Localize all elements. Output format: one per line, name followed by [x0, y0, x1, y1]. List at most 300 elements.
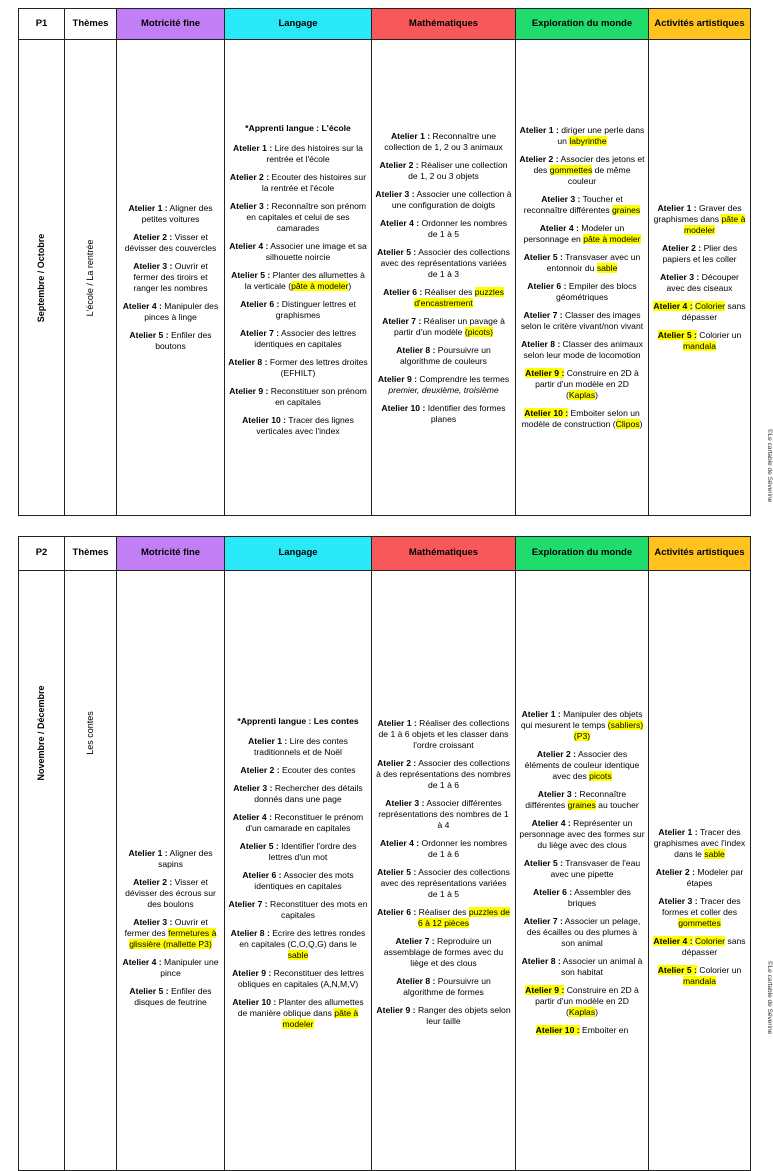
atelier-text: Plier des papiers et les coller [662, 243, 737, 264]
atelier-number: Atelier 5 : [129, 330, 169, 340]
atelier-item [519, 956, 645, 978]
atelier-text: Emboiter selon un modèle de construction ( [521, 408, 640, 429]
atelier-item [120, 877, 221, 910]
atelier-number: Atelier 6 : [527, 281, 567, 291]
atelier-text: Associer des lettres identiques en capitales [254, 327, 357, 349]
atelier-item [652, 272, 747, 294]
atelier-item [519, 985, 645, 1018]
atelier-item [652, 243, 747, 265]
apprenti-langue-title: *Apprenti langue : Les contes [237, 715, 359, 726]
atelier-number: Atelier 1 : [377, 717, 417, 728]
maths-cell [372, 571, 516, 1171]
atelier-text: Construire en 2D à partir d'un modèle en 2D ( [535, 984, 639, 1017]
copyright-notice-p2: ©Le cartable de Séverine [765, 960, 773, 1035]
atelier-emphasis: premier, deuxième, troisième [388, 384, 499, 395]
period-label: P1 [19, 9, 65, 40]
atelier-text: Rechercher des détails donnés dans une page [254, 782, 363, 804]
atelier-item [228, 143, 368, 165]
atelier-item [519, 310, 645, 332]
planning-table-p2 [18, 536, 751, 1171]
atelier-item [228, 201, 368, 234]
atelier-text: Reconstituer des mots en capitales [270, 898, 368, 920]
atelier-item [519, 789, 645, 811]
atelier-item [375, 867, 512, 900]
motricite-cell [117, 571, 225, 1171]
theme-cell [65, 571, 117, 1171]
atelier-text: Lire des histoires sur la rentrée et l'école [266, 142, 363, 164]
atelier-text: Emboiter en [582, 1024, 629, 1035]
atelier-item [228, 899, 368, 921]
period-label: P2 [19, 537, 65, 571]
atelier-number: Atelier 2 : [536, 748, 577, 759]
highlighted-material: fermetures à glissière (mallette P3) [129, 927, 217, 949]
atelier-number: Atelier 8 : [521, 955, 561, 966]
atelier-item [519, 749, 645, 782]
highlighted-material: gommettes [678, 917, 721, 928]
atelier-item [228, 968, 368, 990]
atelier-text: Reconstituer des lettres obliques en capitales (A,N,M,V) [237, 967, 364, 989]
atelier-item [375, 160, 512, 182]
atelier-number: Atelier 8 : [396, 975, 436, 986]
atelier-number: Atelier 6 : [383, 286, 423, 297]
atelier-number: Atelier 3 : [375, 188, 415, 199]
atelier-item [375, 287, 512, 309]
atelier-number: Atelier 10 : [535, 1024, 580, 1035]
atelier-number: Atelier 8 : [230, 927, 270, 938]
highlighted-material: Kaplas [568, 390, 596, 400]
atelier-item [228, 812, 368, 834]
atelier-item [652, 936, 747, 958]
atelier-text: Réaliser des [418, 906, 469, 917]
atelier-text: Ordonner les nombres de 1 à 6 [421, 837, 508, 859]
motricite-header: Motricité fine [117, 537, 225, 571]
atelier-text: Manipuler des pinces à linge [144, 301, 219, 322]
period-name: Septembre / Octobre [35, 233, 46, 322]
atelier-item [519, 1025, 645, 1036]
atelier-text: Toucher et reconnaître différentes [523, 194, 623, 215]
atelier-text: Colorier un [699, 330, 742, 340]
atelier-text-after: ) [639, 419, 643, 429]
exploration-cell [516, 571, 649, 1171]
langage-cell [225, 571, 372, 1171]
atelier-item [228, 241, 368, 263]
atelier-item [519, 252, 645, 274]
atelier-text: Ouvrir et fermer des [124, 916, 208, 938]
highlighted-material: pâte à modeler [291, 280, 349, 291]
highlighted-material: (picots) [464, 326, 494, 337]
atelier-number: Atelier 5 : [523, 857, 564, 868]
header-row [19, 9, 751, 40]
atelier-text: Associer des jetons et des [533, 154, 645, 175]
atelier-text: Associer des collections avec des représentations variées de 1 à 3 [380, 246, 510, 279]
atelier-text-after: au toucher [595, 799, 639, 810]
atelier-number: Atelier 2 : [655, 866, 695, 877]
theme-name: L'école / La rentrée [84, 239, 95, 316]
highlighted-material: puzzles de 6 à 12 pièces [417, 906, 510, 928]
atelier-text: Reconstituer le prénom d'un camarade en capitales [245, 811, 364, 833]
exploration-header: Exploration du monde [516, 537, 649, 571]
atelier-item [519, 194, 645, 216]
header-row [19, 537, 751, 571]
atelier-item [519, 223, 645, 245]
atelier-text: Ordonner les nombres de 1 à 5 [421, 217, 508, 239]
atelier-number: Atelier 4 : [539, 223, 579, 233]
atelier-item [652, 301, 747, 323]
atelier-number: Atelier 4 : [653, 301, 693, 311]
atelier-number: Atelier 2 : [662, 243, 702, 253]
arts-header: Activités artistiques [649, 537, 751, 571]
atelier-number: Atelier 3 : [133, 916, 173, 927]
atelier-item [375, 345, 512, 367]
atelier-item [375, 1005, 512, 1027]
atelier-text: Poursuivre un algorithme de formes [403, 975, 491, 997]
atelier-number: Atelier 4 : [653, 935, 693, 946]
atelier-text: Associer des collections avec des représentations variées de 1 à 5 [380, 866, 510, 899]
motricite-header: Motricité fine [117, 9, 225, 40]
highlighted-material: pâte à modeler [282, 1007, 359, 1029]
atelier-number: Atelier 2 : [133, 876, 173, 887]
atelier-text: Classer des animaux selon leur mode de locomotion [523, 339, 643, 360]
atelier-text: Identifier des formes planes [427, 402, 506, 424]
atelier-item [375, 718, 512, 751]
atelier-number: Atelier 9 : [377, 373, 417, 384]
atelier-text: Distinguer lettres et graphismes [275, 298, 356, 320]
atelier-number: Atelier 1 : [248, 735, 288, 746]
atelier-text: Classer des images selon le critère vivant/non vivant [520, 310, 644, 331]
atelier-item [519, 368, 645, 401]
planning-table-p1 [18, 8, 751, 516]
atelier-text: Aligner des sapins [158, 847, 213, 869]
period-cell [19, 40, 65, 516]
atelier-text: Reconnaître son prénom en capitales et celui de ses camarades [246, 200, 367, 233]
atelier-text: Reconnaître une collection de 1, 2 ou 3 animaux [384, 130, 503, 152]
atelier-text: Associer une collection à une configuration de doigts [391, 188, 512, 210]
atelier-number: Atelier 1 : [658, 826, 698, 837]
atelier-text: Ecouter des contes [281, 764, 356, 775]
atelier-item [652, 330, 747, 352]
atelier-item [519, 916, 645, 949]
highlighted-material: Clipos [615, 419, 640, 429]
atelier-item [120, 203, 221, 225]
atelier-number: Atelier 3 : [133, 261, 173, 271]
atelier-item [375, 838, 512, 860]
atelier-text: Associer une image et sa silhouette noircie [265, 240, 367, 262]
atelier-item [228, 270, 368, 292]
atelier-number: Atelier 8 : [228, 356, 268, 367]
atelier-text: Poursuivre un algorithme de couleurs [400, 344, 491, 366]
atelier-text-after: ) [348, 280, 352, 291]
atelier-number: Atelier 2 : [240, 764, 280, 775]
atelier-item [228, 357, 368, 379]
atelier-text: Associer différentes représentations des nombres de 1 à 4 [378, 797, 509, 830]
atelier-number: Atelier 4 : [229, 240, 269, 251]
maths-header: Mathématiques [372, 9, 516, 40]
atelier-number: Atelier 2 : [377, 757, 417, 768]
highlighted-material: Colorier [694, 935, 726, 946]
atelier-number: Atelier 3 : [233, 782, 273, 793]
atelier-number: Atelier 4 : [122, 956, 162, 967]
atelier-number: Atelier 4 : [122, 301, 162, 311]
highlighted-material: picots [589, 770, 612, 781]
atelier-number: Atelier 3 : [658, 895, 698, 906]
atelier-number: Atelier 2 : [519, 154, 559, 164]
atelier-number: Atelier 1 : [390, 130, 431, 141]
atelier-number: Atelier 1 : [233, 142, 273, 153]
highlighted-material: gommettes [549, 165, 593, 175]
highlighted-material: sable [704, 848, 725, 859]
atelier-item [519, 818, 645, 851]
theme-name: Les contes [84, 710, 95, 755]
atelier-item [652, 203, 747, 236]
atelier-number: Atelier 5 : [523, 252, 563, 262]
atelier-item [120, 232, 221, 254]
atelier-item [120, 330, 221, 352]
themes-header: Thèmes [65, 9, 117, 40]
atelier-number: Atelier 9 : [525, 984, 565, 995]
atelier-text: Construire en 2D à partir d'un modèle en 2D ( [535, 368, 639, 400]
atelier-item [228, 386, 368, 408]
atelier-number: Atelier 9 : [525, 368, 565, 378]
langage-header: Langage [225, 9, 372, 40]
atelier-number: Atelier 8 : [521, 339, 561, 349]
atelier-number: Atelier 6 : [240, 298, 280, 309]
atelier-item [519, 125, 645, 147]
highlighted-material: Colorier [694, 301, 726, 311]
content-row [19, 40, 751, 516]
maths-cell [372, 40, 516, 516]
atelier-number: Atelier 1 : [657, 203, 697, 213]
atelier-text: Planter des allumettes de manière oblique dans [237, 996, 364, 1018]
atelier-number: Atelier 5 : [239, 840, 279, 851]
atelier-number: Atelier 10 : [232, 996, 277, 1007]
atelier-text: Identifier l'ordre des lettres d'un mot [268, 840, 357, 862]
atelier-item [375, 976, 512, 998]
atelier-number: Atelier 6 : [377, 906, 417, 917]
highlighted-material: sable [596, 263, 618, 273]
atelier-text: Enfiler des disques de feutrine [134, 985, 212, 1007]
atelier-item [120, 986, 221, 1008]
atelier-text: Aligner des petites voitures [141, 203, 213, 224]
atelier-number: Atelier 4 : [232, 811, 272, 822]
atelier-text: Ecrire des lettres rondes en capitales (C,O,Q,G) dans le [239, 927, 366, 949]
atelier-item [519, 887, 645, 909]
atelier-item [375, 218, 512, 240]
period-name: Novembre / Décembre [35, 685, 46, 781]
atelier-item [228, 783, 368, 805]
atelier-item [375, 907, 512, 929]
atelier-text: Associer un animal à son habitat [560, 955, 643, 977]
atelier-item [228, 415, 368, 437]
atelier-text: Ecouter des histoires sur la rentrée et l'école [261, 171, 367, 193]
highlighted-material: labyrinthe [569, 136, 607, 146]
atelier-number: Atelier 1 : [128, 847, 168, 858]
atelier-number: Atelier 1 : [521, 708, 561, 719]
atelier-number: Atelier 5 : [657, 964, 697, 975]
atelier-number: Atelier 5 : [377, 866, 417, 877]
atelier-text: Reconstituer son prénom en capitales [270, 385, 367, 407]
arts-header: Activités artistiques [649, 9, 751, 40]
atelier-item [519, 408, 645, 430]
atelier-number: Atelier 1 : [519, 125, 559, 135]
atelier-item [519, 709, 645, 742]
copyright-notice-p1: ©Le cartable de Séverine [765, 428, 773, 503]
atelier-number: Atelier 3 : [541, 194, 581, 204]
highlighted-material: graines [567, 799, 596, 810]
atelier-item [228, 172, 368, 194]
atelier-item [375, 316, 512, 338]
atelier-number: Atelier 1 : [128, 203, 168, 213]
atelier-number: Atelier 6 : [242, 869, 282, 880]
atelier-number: Atelier 10 : [381, 402, 426, 413]
atelier-text: Manipuler une pince [160, 956, 219, 978]
atelier-text: Associer des éléments de couleur identique avec des [524, 748, 640, 781]
atelier-text: Colorier un [699, 964, 742, 975]
highlighted-material: pâte à modeler [583, 234, 641, 244]
atelier-text: Représenter un personnage avec des formes sur du liège avec des clous [519, 817, 645, 850]
atelier-number: Atelier 10 : [242, 414, 287, 425]
atelier-number: Atelier 5 : [129, 985, 169, 996]
atelier-number: Atelier 7 : [382, 315, 422, 326]
atelier-item [120, 261, 221, 294]
arts-cell [649, 40, 751, 516]
atelier-number: Atelier 2 : [133, 232, 173, 242]
maths-header: Mathématiques [372, 537, 516, 571]
atelier-number: Atelier 8 : [396, 344, 436, 355]
highlighted-material: (sabliers) (P3) [573, 719, 644, 741]
highlighted-material: Kaplas [568, 1006, 596, 1017]
atelier-text-after: ) [595, 1006, 599, 1017]
atelier-number: Atelier 7 : [228, 898, 268, 909]
atelier-number: Atelier 4 : [531, 817, 571, 828]
atelier-item [120, 957, 221, 979]
atelier-item [375, 758, 512, 791]
highlighted-material: mandala [683, 341, 716, 351]
atelier-number: Atelier 9 : [229, 385, 269, 396]
atelier-item [375, 131, 512, 153]
atelier-number: Atelier 10 : [524, 408, 569, 418]
atelier-text: Visser et dévisser des écrous sur des boulons [125, 876, 216, 909]
atelier-item [375, 189, 512, 211]
atelier-item [120, 917, 221, 950]
atelier-number: Atelier 3 : [385, 797, 425, 808]
atelier-item [228, 997, 368, 1030]
atelier-item [519, 154, 645, 187]
atelier-text: Comprendre les termes [419, 373, 510, 384]
langage-header: Langage [225, 537, 372, 571]
exploration-cell [516, 40, 649, 516]
highlighted-material: puzzles d'encastrement [414, 286, 504, 308]
atelier-item [519, 858, 645, 880]
atelier-text: Modeler par étapes [686, 866, 744, 888]
atelier-number: Atelier 5 : [231, 269, 271, 280]
highlighted-material: pâte à modeler [683, 214, 746, 235]
atelier-item [120, 301, 221, 323]
atelier-text: Découper avec des ciseaux [666, 272, 739, 293]
atelier-text: Modeler un personnage en [523, 223, 625, 244]
atelier-item [228, 870, 368, 892]
atelier-text: Former des lettres droites (EFHILT) [269, 356, 368, 378]
atelier-item [652, 867, 747, 889]
atelier-text: Tracer des lignes verticales avec l'index [256, 414, 354, 436]
atelier-number: Atelier 3 : [660, 272, 700, 282]
atelier-text-after: ) [595, 390, 599, 400]
arts-cell [649, 571, 751, 1171]
atelier-text: Graver des graphismes dans [653, 203, 742, 224]
atelier-item [652, 965, 747, 987]
atelier-number: Atelier 9 : [376, 1004, 416, 1015]
apprenti-langue-title: *Apprenti langue : L'école [245, 122, 351, 133]
atelier-number: Atelier 2 : [379, 159, 419, 170]
atelier-text-after: de même couleur [567, 165, 631, 186]
atelier-item [120, 848, 221, 870]
atelier-number: Atelier 2 : [229, 171, 270, 182]
atelier-text: Transvaser avec un entonnoir du [546, 252, 641, 273]
atelier-text: Tracer des graphismes avec l'index dans le [653, 826, 746, 859]
atelier-item [228, 841, 368, 863]
atelier-number: Atelier 5 : [657, 330, 697, 340]
atelier-text: Associer un pelage, des écailles ou des plumes à son animal [526, 915, 641, 948]
atelier-number: Atelier 3 : [229, 200, 270, 211]
atelier-item [375, 936, 512, 969]
atelier-number: Atelier 9 : [232, 967, 272, 978]
atelier-text: Reconnaître différentes [525, 788, 627, 810]
highlighted-material: sable [287, 949, 309, 960]
atelier-number: Atelier 4 : [379, 217, 420, 228]
atelier-number: Atelier 4 : [379, 837, 420, 848]
atelier-text: Empiler des blocs géométriques [555, 281, 637, 302]
atelier-text: Ranger des objets selon leur taille [417, 1004, 511, 1026]
atelier-text: Associer des mots identiques en capitales [254, 869, 354, 891]
atelier-text: Planter des allumettes à la verticale ( [244, 269, 365, 291]
atelier-text: Transvaser de l'eau avec une pipette [550, 857, 641, 879]
atelier-item [652, 827, 747, 860]
atelier-text: Visser et dévisser des couvercles [124, 232, 217, 253]
atelier-text: Réaliser un pavage à partir d'un modèle [393, 315, 505, 337]
atelier-text-after: sans dépasser [681, 935, 746, 957]
atelier-item [375, 247, 512, 280]
atelier-text: Réaliser des [424, 286, 475, 297]
atelier-text: Réaliser des collections de 1 à 6 objets et les classer dans l'ordre croissant [378, 717, 510, 750]
atelier-item [228, 765, 368, 776]
atelier-item [228, 736, 368, 758]
highlighted-material: mandala [683, 975, 716, 986]
atelier-item [375, 374, 512, 396]
exploration-header: Exploration du monde [516, 9, 649, 40]
atelier-item [228, 928, 368, 961]
atelier-text: Réaliser une collection de 1, 2 ou 3 objets [408, 159, 508, 181]
atelier-item [375, 798, 512, 831]
period-cell [19, 571, 65, 1171]
atelier-number: Atelier 5 : [377, 246, 417, 257]
atelier-number: Atelier 6 : [533, 886, 573, 897]
themes-header: Thèmes [65, 537, 117, 571]
atelier-text: diriger une perle dans un [557, 125, 645, 146]
atelier-number: Atelier 7 : [523, 915, 563, 926]
atelier-number: Atelier 7 : [523, 310, 563, 320]
atelier-item [228, 299, 368, 321]
atelier-text: Assembler des briques [567, 886, 631, 908]
atelier-item [652, 896, 747, 929]
atelier-number: Atelier 7 : [239, 327, 280, 338]
atelier-text: Ouvrir et fermer des tiroirs et ranger les nombres [133, 261, 208, 293]
atelier-item [228, 328, 368, 350]
atelier-text: Manipuler des objets qui mesurent le temps [520, 708, 643, 730]
atelier-text: Enfiler des boutons [155, 330, 212, 351]
atelier-item [519, 281, 645, 303]
atelier-text: Tracer des formes et coller des [662, 895, 741, 917]
langage-cell [225, 40, 372, 516]
atelier-item [375, 403, 512, 425]
